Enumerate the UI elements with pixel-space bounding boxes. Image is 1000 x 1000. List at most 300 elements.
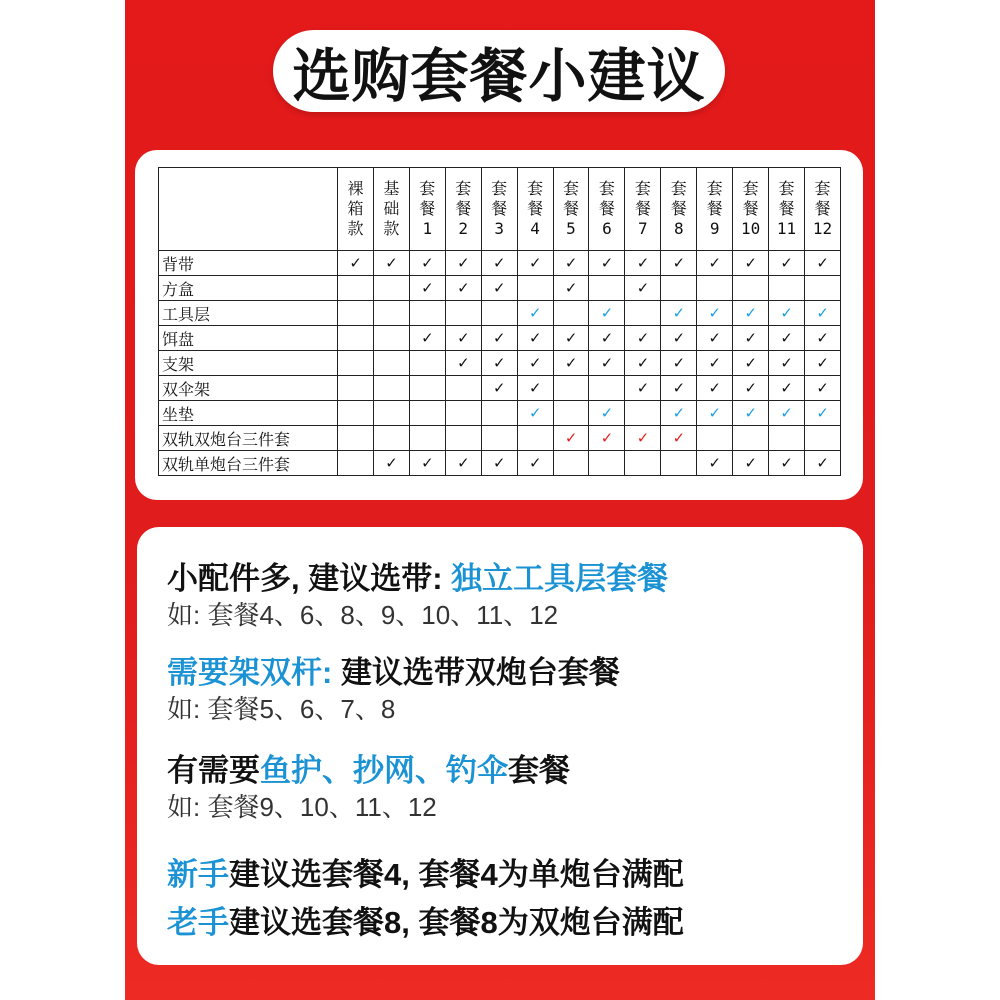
- table-cell: [553, 251, 589, 276]
- check-mark-icon: ✓: [529, 353, 541, 373]
- table-cell: [661, 351, 697, 376]
- column-header: [553, 168, 589, 251]
- table-cell: [804, 401, 840, 426]
- table-cell: [517, 276, 553, 301]
- check-mark-icon: ✓: [817, 303, 828, 323]
- column-header-char: 餐: [527, 199, 544, 218]
- check-mark-icon: ✓: [709, 453, 720, 473]
- table-cell: [697, 326, 733, 351]
- check-mark-icon: ✓: [529, 453, 541, 473]
- table-cell: [409, 426, 445, 451]
- table-cell: [804, 276, 840, 301]
- table-row: [159, 326, 841, 351]
- check-mark-icon: ✓: [422, 328, 433, 348]
- table-cell: [769, 326, 805, 351]
- table-cell: [589, 276, 625, 301]
- check-mark-icon: ✓: [637, 353, 648, 373]
- table-cell: [661, 301, 697, 326]
- check-mark-icon: ✓: [601, 328, 613, 348]
- check-mark-icon: ✓: [637, 328, 648, 348]
- check-mark-icon: ✓: [781, 403, 792, 423]
- table-cell: [769, 376, 805, 401]
- column-header-char: 套: [742, 179, 759, 198]
- column-header-char: 3: [494, 219, 504, 238]
- table-cell: [589, 301, 625, 326]
- table-cell: [409, 326, 445, 351]
- table-cell: [804, 376, 840, 401]
- check-mark-icon: ✓: [673, 378, 684, 398]
- table-cell: [697, 451, 733, 476]
- table-cell: [769, 276, 805, 301]
- tip-beginner-rest: 建议选套餐4, 套餐4为单炮台满配: [229, 857, 684, 892]
- check-mark-icon: ✓: [458, 453, 469, 473]
- table-cell: [553, 376, 589, 401]
- check-mark-icon: ✓: [422, 253, 433, 273]
- check-mark-icon: ✓: [601, 253, 613, 273]
- table-cell: [733, 426, 769, 451]
- table-cell: [804, 451, 840, 476]
- tip-gear-example: 如: 套餐9、10、11、12: [167, 792, 437, 822]
- check-mark-icon: ✓: [529, 403, 541, 423]
- table-cell: [553, 451, 589, 476]
- check-mark-icon: ✓: [673, 328, 684, 348]
- tip-accessories-prefix: 小配件多, 建议选带:: [167, 561, 452, 596]
- check-mark-icon: ✓: [458, 328, 469, 348]
- check-mark-icon: ✓: [709, 328, 720, 348]
- column-header-char: 套: [706, 179, 723, 198]
- table-cell: [445, 376, 481, 401]
- table-cell: [733, 451, 769, 476]
- table-cell: [625, 251, 661, 276]
- table-row: [159, 251, 841, 276]
- check-mark-icon: ✓: [601, 428, 613, 448]
- table-cell: [769, 426, 805, 451]
- table-cell: [338, 451, 374, 476]
- table-row: [159, 276, 841, 301]
- check-mark-icon: ✓: [422, 453, 433, 473]
- check-mark-icon: ✓: [781, 328, 792, 348]
- table-cell: [409, 351, 445, 376]
- table-cell: [733, 376, 769, 401]
- package-comparison-card: [135, 150, 863, 500]
- check-mark-icon: ✓: [817, 353, 828, 373]
- table-cell: [445, 276, 481, 301]
- check-mark-icon: ✓: [386, 453, 397, 473]
- table-cell: [804, 426, 840, 451]
- column-header-char: 餐: [706, 199, 723, 218]
- column-header-char: 箱: [347, 199, 364, 218]
- column-header-char: 餐: [634, 199, 651, 218]
- table-cell: [481, 451, 517, 476]
- tip-accessories-highlight: 独立工具层套餐: [451, 561, 669, 596]
- check-mark-icon: ✓: [565, 428, 577, 448]
- tip-gear-rest: 套餐: [508, 753, 570, 788]
- tip-double-rod-highlight: 需要架双杆:: [167, 655, 341, 690]
- column-header: [804, 168, 840, 251]
- column-header-char: 套: [491, 179, 508, 198]
- table-cell: [553, 326, 589, 351]
- check-mark-icon: ✓: [817, 328, 828, 348]
- table-cell: [481, 326, 517, 351]
- table-cell: [481, 426, 517, 451]
- table-cell: [481, 376, 517, 401]
- check-mark-icon: ✓: [494, 278, 505, 298]
- table-cell: [517, 401, 553, 426]
- column-header: [409, 168, 445, 251]
- column-header-char: 套: [814, 179, 831, 198]
- table-row: [159, 426, 841, 451]
- column-header-char: 9: [709, 219, 720, 238]
- table-cell: [373, 276, 409, 301]
- column-header-char: 4: [530, 219, 540, 238]
- table-cell: [661, 326, 697, 351]
- column-header: [445, 168, 481, 251]
- table-cell: [661, 401, 697, 426]
- tip-expert-highlight: 老手: [167, 905, 229, 940]
- table-cell: [409, 276, 445, 301]
- check-mark-icon: ✓: [565, 328, 577, 348]
- table-cell: [373, 326, 409, 351]
- table-cell: [589, 351, 625, 376]
- check-mark-icon: ✓: [781, 378, 792, 398]
- table-cell: [804, 326, 840, 351]
- column-header-char: 11: [776, 219, 797, 238]
- row-label: 方盒: [159, 276, 338, 301]
- table-cell: [553, 426, 589, 451]
- check-mark-icon: ✓: [817, 403, 828, 423]
- table-cell: [373, 401, 409, 426]
- table-cell: [625, 276, 661, 301]
- table-cell: [625, 326, 661, 351]
- tip-beginner-highlight: 新手: [167, 857, 229, 892]
- table-cell: [589, 451, 625, 476]
- check-mark-icon: ✓: [709, 253, 720, 273]
- check-mark-icon: ✓: [637, 253, 648, 273]
- table-cell: [373, 426, 409, 451]
- column-header-char: 餐: [778, 199, 795, 218]
- table-cell: [697, 426, 733, 451]
- table-cell: [373, 451, 409, 476]
- poster-background: [125, 0, 875, 1000]
- check-mark-icon: ✓: [529, 303, 541, 323]
- column-header-char: 2: [458, 219, 469, 238]
- table-cell: [481, 276, 517, 301]
- table-cell: [625, 451, 661, 476]
- table-cell: [625, 426, 661, 451]
- check-mark-icon: ✓: [709, 303, 720, 323]
- row-label: 支架: [159, 351, 338, 376]
- table-cell: [733, 251, 769, 276]
- table-cell: [697, 251, 733, 276]
- row-label: 双伞架: [159, 376, 338, 401]
- table-cell: [589, 251, 625, 276]
- table-cell: [733, 351, 769, 376]
- column-header: [733, 168, 769, 251]
- table-row: [159, 351, 841, 376]
- column-header: [625, 168, 661, 251]
- row-label: 双轨单炮台三件套: [159, 451, 338, 476]
- table-cell: [517, 426, 553, 451]
- table-cell: [769, 401, 805, 426]
- table-cell: [589, 426, 625, 451]
- check-mark-icon: ✓: [529, 253, 541, 273]
- column-header-char: 10: [740, 219, 761, 238]
- table-cell: [697, 351, 733, 376]
- check-mark-icon: ✓: [709, 403, 720, 423]
- table-cell: [697, 301, 733, 326]
- check-mark-icon: ✓: [494, 253, 505, 273]
- column-header-char: 8: [673, 219, 684, 238]
- check-mark-icon: ✓: [673, 353, 684, 373]
- table-cell: [373, 376, 409, 401]
- table-cell: [589, 401, 625, 426]
- table-cell: [625, 376, 661, 401]
- check-mark-icon: ✓: [565, 353, 577, 373]
- row-label: 工具层: [159, 301, 338, 326]
- table-cell: [517, 251, 553, 276]
- table-cell: [481, 401, 517, 426]
- row-label: 双轨双炮台三件套: [159, 426, 338, 451]
- check-mark-icon: ✓: [781, 453, 792, 473]
- column-header-char: 餐: [814, 199, 831, 218]
- table-cell: [338, 351, 374, 376]
- package-comparison-table: [158, 167, 841, 476]
- table-cell: [445, 251, 481, 276]
- check-mark-icon: ✓: [745, 453, 756, 473]
- tip-gear-highlight: 鱼护、抄网、钓伞: [260, 753, 508, 788]
- table-row: [159, 451, 841, 476]
- table-cell: [625, 301, 661, 326]
- column-header-char: 餐: [419, 199, 436, 218]
- check-mark-icon: ✓: [709, 353, 720, 373]
- check-mark-icon: ✓: [817, 253, 828, 273]
- page-title-text: 选购套餐小建议: [292, 42, 706, 110]
- table-cell: [553, 301, 589, 326]
- column-header-char: 裸: [347, 179, 364, 198]
- column-header-char: 7: [638, 219, 648, 238]
- column-header-char: 餐: [742, 199, 759, 218]
- table-cell: [338, 301, 374, 326]
- table-cell: [804, 351, 840, 376]
- table-corner-cell: [159, 168, 338, 251]
- table-cell: [517, 451, 553, 476]
- check-mark-icon: ✓: [386, 253, 397, 273]
- table-row: [159, 376, 841, 401]
- table-cell: [733, 326, 769, 351]
- tip-gear-heading: [167, 745, 570, 790]
- tip-beginner: [167, 849, 684, 894]
- page-title: [273, 30, 725, 112]
- check-mark-icon: ✓: [709, 378, 720, 398]
- check-mark-icon: ✓: [745, 253, 756, 273]
- column-header-char: 套: [455, 179, 472, 198]
- tip-gear-prefix: 有需要: [167, 753, 260, 788]
- check-mark-icon: ✓: [673, 428, 684, 448]
- tip-accessories-example: 如: 套餐4、6、8、9、10、11、12: [167, 600, 559, 630]
- check-mark-icon: ✓: [458, 278, 469, 298]
- column-header-char: 套: [527, 179, 544, 198]
- column-header-char: 餐: [455, 199, 472, 218]
- check-mark-icon: ✓: [494, 353, 505, 373]
- table-cell: [804, 301, 840, 326]
- check-mark-icon: ✓: [781, 303, 792, 323]
- table-cell: [445, 301, 481, 326]
- table-cell: [338, 326, 374, 351]
- row-label: 坐垫: [159, 401, 338, 426]
- column-header: [517, 168, 553, 251]
- table-cell: [409, 251, 445, 276]
- tip-accessories-heading: [167, 553, 668, 598]
- check-mark-icon: ✓: [637, 278, 648, 298]
- column-header: [481, 168, 517, 251]
- table-cell: [481, 251, 517, 276]
- check-mark-icon: ✓: [745, 353, 756, 373]
- table-cell: [338, 376, 374, 401]
- check-mark-icon: ✓: [817, 378, 828, 398]
- column-header: [661, 168, 697, 251]
- table-cell: [338, 276, 374, 301]
- check-mark-icon: ✓: [781, 253, 792, 273]
- table-cell: [589, 326, 625, 351]
- check-mark-icon: ✓: [637, 378, 648, 398]
- table-cell: [409, 401, 445, 426]
- row-label: 饵盘: [159, 326, 338, 351]
- check-mark-icon: ✓: [637, 428, 648, 448]
- check-mark-icon: ✓: [422, 278, 433, 298]
- check-mark-icon: ✓: [781, 353, 792, 373]
- check-mark-icon: ✓: [494, 453, 505, 473]
- check-mark-icon: ✓: [601, 303, 613, 323]
- table-cell: [517, 301, 553, 326]
- column-header: [338, 168, 374, 251]
- check-mark-icon: ✓: [601, 353, 613, 373]
- table-row: [159, 401, 841, 426]
- check-mark-icon: ✓: [350, 253, 361, 273]
- check-mark-icon: ✓: [745, 378, 756, 398]
- table-cell: [338, 251, 374, 276]
- table-header-row: [159, 168, 841, 251]
- check-mark-icon: ✓: [673, 253, 684, 273]
- column-header-char: 12: [812, 219, 833, 238]
- check-mark-icon: ✓: [817, 453, 828, 473]
- table-cell: [661, 426, 697, 451]
- table-cell: [625, 351, 661, 376]
- check-mark-icon: ✓: [529, 378, 541, 398]
- table-cell: [445, 351, 481, 376]
- column-header-char: 套: [670, 179, 687, 198]
- table-cell: [553, 401, 589, 426]
- column-header-char: 套: [598, 179, 615, 198]
- check-mark-icon: ✓: [745, 328, 756, 348]
- table-cell: [697, 376, 733, 401]
- check-mark-icon: ✓: [458, 253, 469, 273]
- table-cell: [445, 451, 481, 476]
- table-cell: [733, 401, 769, 426]
- column-header-char: 款: [383, 219, 400, 238]
- table-cell: [625, 401, 661, 426]
- table-cell: [661, 276, 697, 301]
- table-cell: [769, 301, 805, 326]
- tip-double-rod-rest: 建议选带双炮台套餐: [340, 655, 620, 690]
- table-cell: [553, 351, 589, 376]
- table-cell: [517, 351, 553, 376]
- table-cell: [445, 401, 481, 426]
- check-mark-icon: ✓: [529, 328, 541, 348]
- table-cell: [445, 426, 481, 451]
- table-cell: [481, 301, 517, 326]
- check-mark-icon: ✓: [673, 303, 684, 323]
- table-cell: [409, 451, 445, 476]
- table-row: [159, 301, 841, 326]
- column-header: [373, 168, 409, 251]
- column-header-char: 餐: [670, 199, 687, 218]
- table-cell: [481, 351, 517, 376]
- check-mark-icon: ✓: [745, 403, 756, 423]
- table-cell: [409, 301, 445, 326]
- table-cell: [373, 251, 409, 276]
- tip-expert-rest: 建议选套餐8, 套餐8为双炮台满配: [229, 905, 684, 940]
- column-header-char: 套: [778, 179, 795, 198]
- column-header: [769, 168, 805, 251]
- table-cell: [338, 426, 374, 451]
- table-cell: [804, 251, 840, 276]
- column-header-char: 础: [383, 199, 400, 218]
- table-cell: [445, 326, 481, 351]
- tip-double-rod-heading: [167, 647, 620, 692]
- table-cell: [697, 401, 733, 426]
- check-mark-icon: ✓: [565, 253, 577, 273]
- column-header: [589, 168, 625, 251]
- table-cell: [697, 276, 733, 301]
- check-mark-icon: ✓: [745, 303, 756, 323]
- tips-card: [137, 527, 863, 965]
- table-cell: [373, 351, 409, 376]
- column-header: [697, 168, 733, 251]
- table-cell: [769, 351, 805, 376]
- table-cell: [373, 301, 409, 326]
- row-label: 背带: [159, 251, 338, 276]
- column-header-char: 款: [347, 219, 364, 238]
- column-header-char: 套: [419, 179, 436, 198]
- check-mark-icon: ✓: [494, 328, 505, 348]
- column-header-char: 套: [634, 179, 651, 198]
- table-cell: [661, 251, 697, 276]
- column-header-char: 5: [566, 219, 576, 238]
- column-header-char: 6: [602, 219, 612, 238]
- table-cell: [769, 251, 805, 276]
- table-cell: [733, 301, 769, 326]
- table-cell: [517, 326, 553, 351]
- column-header-char: 1: [422, 219, 433, 238]
- table-cell: [589, 376, 625, 401]
- tip-double-rod-example: 如: 套餐5、6、7、8: [167, 694, 396, 724]
- table-cell: [769, 451, 805, 476]
- column-header-char: 套: [562, 179, 579, 198]
- table-cell: [661, 376, 697, 401]
- table-cell: [733, 276, 769, 301]
- check-mark-icon: ✓: [673, 403, 684, 423]
- table-cell: [553, 276, 589, 301]
- column-header-char: 餐: [491, 199, 508, 218]
- table-cell: [661, 451, 697, 476]
- column-header-char: 餐: [598, 199, 615, 218]
- table-cell: [338, 401, 374, 426]
- check-mark-icon: ✓: [565, 278, 577, 298]
- check-mark-icon: ✓: [494, 378, 505, 398]
- tip-expert: [167, 897, 684, 942]
- column-header-char: 基: [383, 179, 400, 198]
- table-cell: [517, 376, 553, 401]
